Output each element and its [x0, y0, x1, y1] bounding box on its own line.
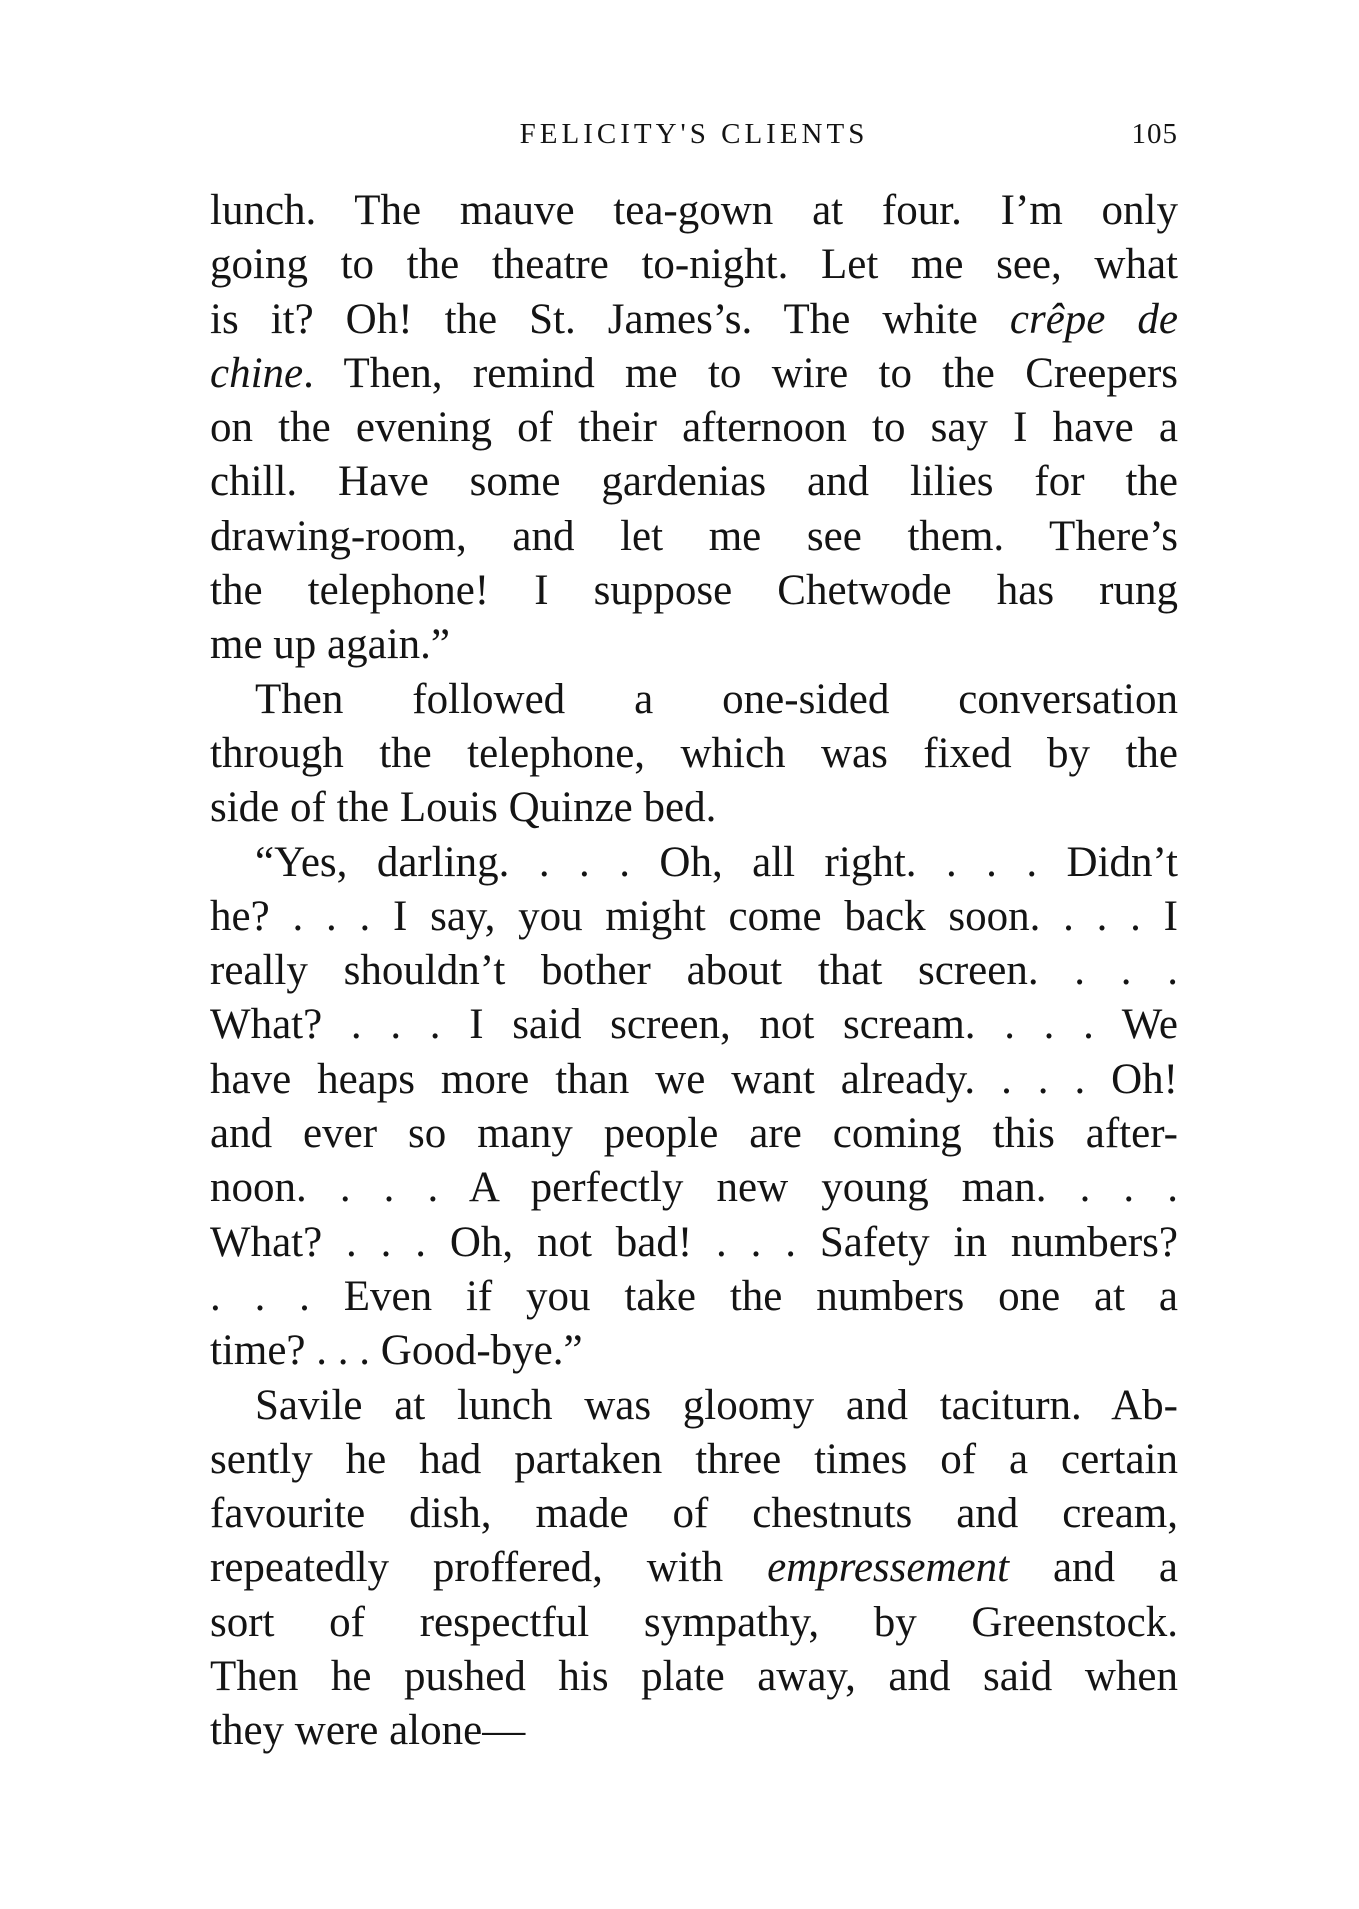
running-head — [210, 118, 1178, 166]
text-line: side of the Louis Quinze bed. — [210, 784, 717, 832]
paragraph — [210, 673, 1178, 836]
text-line: me up again.” — [210, 621, 450, 669]
text-line: lunch. The mauve tea-gown at four. I’m only — [210, 187, 1178, 234]
text-line: What? . . . I said screen, not scream. . . . We — [210, 1001, 1178, 1049]
text-line: drawing-room, and let me see them. There’s — [210, 512, 1178, 560]
body-text — [210, 184, 1178, 1759]
running-title: FELICITY'S CLIENTS — [519, 118, 869, 150]
text-line: going to the theatre to-night. Let me see, what — [210, 241, 1178, 289]
paragraph — [210, 1379, 1178, 1759]
text-line: time? . . . Good-bye.” — [210, 1327, 583, 1375]
text-line: through the telephone, which was fixed by the — [210, 729, 1178, 777]
text-line: he? . . . I say, you might come back soon. . . . I — [210, 892, 1178, 940]
text-line: What? . . . Oh, not bad! . . . Safety in numbers? — [210, 1218, 1178, 1266]
paragraph — [210, 184, 1178, 673]
text-line: and ever so many people are coming this after- — [210, 1110, 1178, 1158]
text-line: the telephone! I suppose Chetwode has rung — [210, 567, 1178, 615]
text-line: sently he had partaken three times of a certain — [210, 1435, 1178, 1483]
text-line: really shouldn’t bother about that screen. . . . — [210, 947, 1178, 995]
text-line: Then followed a one-sided conversation — [255, 675, 1178, 723]
italic-phrase: chine — [210, 349, 304, 397]
text-line: Savile at lunch was gloomy and taciturn. Ab- — [255, 1381, 1178, 1429]
italic-phrase: empressement — [767, 1544, 1010, 1592]
paragraph — [210, 836, 1178, 1379]
text-line-with-italic: is it? Oh! the St. James’s. The white crêpe de — [210, 295, 1178, 343]
page-number: 105 — [1131, 118, 1178, 150]
text-line: have heaps more than we want already. . . . Oh! — [210, 1055, 1178, 1103]
italic-phrase: crêpe de — [1009, 295, 1178, 343]
text-line: on the evening of their afternoon to say I have a — [210, 404, 1178, 452]
text-line: Then he pushed his plate away, and said when — [210, 1653, 1178, 1701]
text-line: . . . Even if you take the numbers one at a — [210, 1272, 1178, 1320]
text-line: favourite dish, made of chestnuts and cream, — [210, 1490, 1178, 1538]
text-line: they were alone— — [210, 1707, 526, 1755]
text-line-with-italic: repeatedly proffered, with empressement and a — [210, 1544, 1178, 1592]
text-line: sort of respectful sympathy, by Greenstock. — [210, 1598, 1178, 1646]
text-line: “Yes, darling. . . . Oh, all right. . . . Didn’t — [255, 838, 1178, 886]
text-line: noon. . . . A perfectly new young man. . . . — [210, 1164, 1178, 1212]
text-line-with-italic: chine. Then, remind me to wire to the Creepers — [210, 349, 1178, 397]
text-line: chill. Have some gardenias and lilies for the — [210, 458, 1178, 506]
